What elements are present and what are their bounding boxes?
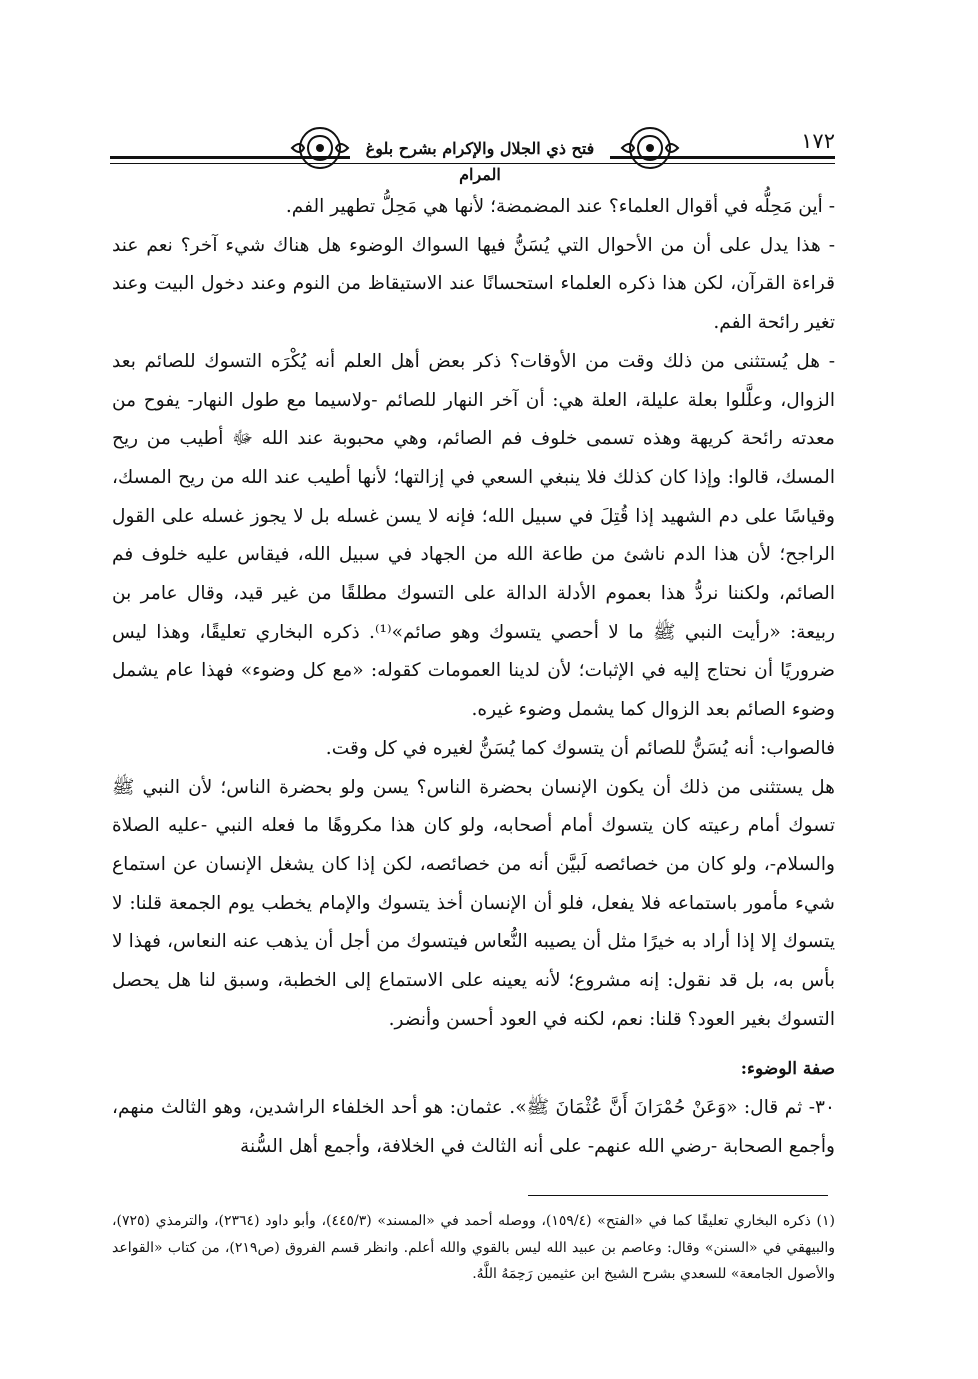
section-heading: صفة الوضوء: [740,1059,835,1080]
hadith-paragraph: ٣٠- ثم قال: «وَعَنْ حُمْرَانَ أَنَّ عُثْمَانَ ﷺ». عثمان: هو أحد الخلفاء الراشدين، وهو الثالث منهم، وأجمع الصحابة -رضي الله عنهم- على أنه الثالث في الخلافة، وأجمع أهل السُّنة [112,1097,835,1158]
running-title: فتح ذي الجلال والإكرام بشرح بلوغ المرام [350,136,610,162]
paragraph: - هذا يدل على أن من الأحوال التي يُسَنُّ فيها السواك الوضوء هل هناك شيء آخر؟ نعم عند قراءة القرآن، لكن هذا ذكره العلماء استحسانًا عند الاستيقاظ من النوم وعند دخول البيت وعند تغير رائحة الفم. [112,234,835,334]
footnote [112,1208,835,1288]
main-text [112,188,835,1167]
ornament-right-icon [620,122,680,174]
page-number: ١٧٢ [795,128,835,154]
footnote-separator [528,1195,828,1196]
paragraph: هل يستثنى من ذلك أن يكون الإنسان بحضرة الناس؟ يسن ولو بحضرة الناس؛ لأن النبي ﷺ تسوك أمام رعيته كان يتسوك أمام أصحابه، ولو كان هذا مكروهًا ما فعله النبي -عليه الصلاة والسلام-، ولو كان من خصائصه لَبيَّن أنه من خصائصه، لكن إذا كان يشغل الإنسان عن استماع شيء مأمور باستماعه فلا يفعل، فلو أن الإنسان أخذ يتسوك والإمام يخطب يوم الجمعة قلنا: لا يتسوك إلا إذا أراد به خيرًا مثل أن يصيبه النُّعاس فيتسوك من أجل أن يذهب عنه النعاس، فهذا لا بأس به، بل قد نقول: إنه مشروع؛ لأنه يعينه على الاستماع إلى الخطبة، وسبق لنا هل يحصل التسوك بغير العود؟ قلنا: نعم، لكنه في العود أحسن وأنضر. [112,776,835,1030]
paragraph: - أين مَحِلُّه في أقوال العلماء؟ عند المضمضة؛ لأنها هي مَحِلُّ تطهير الفم. [285,196,835,217]
footnote-text: (١) ذكره البخاري تعليقًا كما في «الفتح» (١٥٩/٤)، ووصله أحمد في «المسند» (٤٤٥/٣)، وأبو داود (٢٣٦٤)، والترمذي (٧٢٥)، والبيهقي في «السنن» وقال: وعاصم بن عبيد الله ليس بالقوي والله أعلم. وانظر قسم الفروق (ص٢١٩)، من كتاب «القواعد والأصول الجامعة» للسعدي بشرح الشيخ ابن عثيمين رَحِمَهُ اللَّهُ. [112,1213,835,1282]
ornament-left-icon [290,122,350,174]
paragraph: فالصواب: أنه يُسَنُّ للصائم أن يتسوك كما يُسَنُّ لغيره في كل وقت. [325,737,835,759]
page-header [110,118,835,184]
paragraph: - هل يُستثنى من ذلك وقت من الأوقات؟ ذكر بعض أهل العلم أنه يُكْرَه التسوك للصائم بعد الزوال، وعلَّلوا بعلة عليلة، العلة هي: أن آخر النهار للصائم -ولاسيما مع طول النهار- يفوح من معدته رائحة كريهة وهذه تسمى خلوف فم الصائم، وهي محبوبة عند الله ﷻ أطيب من ريح المسك، قالوا: وإذا كان كذلك فلا ينبغي السعي في إزالتها؛ لأنها أطيب عند الله من ريح المسك، وقياسًا على دم الشهيد إذا قُتِلَ في سبيل الله؛ فإنه لا يسن غسله بل لا يجوز غسله على القول الراجح؛ لأن هذا الدم ناشئ من طاعة الله من الجهاد في سبيل الله، فيقاس عليه خلوف فم الصائم، ولكننا نردُّ هذا بعموم الأدلة الدالة على التسوك مطلقًا من غير قيد، وقال عامر بن ربيعة: «رأيت النبي ﷺ ما لا أحصي يتسوك وهو صائم»⁽¹⁾. ذكره البخاري تعليقًا، وهذا ليس ضروريًا أن نحتاج إليه في الإثبات؛ لأن لدينا العمومات كقوله: «مع كل وضوء» فهذا عام يشمل وضوء الصائم بعد الزوال كما يشمل وضوء غيره. [112,350,836,721]
